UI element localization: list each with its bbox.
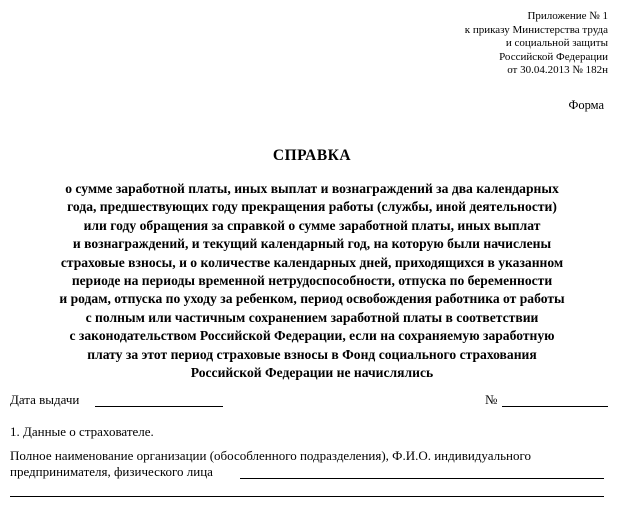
issue-date-field[interactable] [95,406,223,407]
subtitle-line: периоде на периоды временной нетрудоспособности, отпуска по беременности [71,273,553,289]
subtitle-line: года, предшествующих году прекращения работы (службы, иной деятельности) [67,199,557,215]
subtitle-line: страховые взносы, и о количестве календарных дней, приходящихся в указанном [60,254,564,270]
appendix-line: от 30.04.2013 № 182н [507,64,608,76]
appendix-line: к приказу Министерства труда [464,23,608,36]
document-subtitle [0,180,624,382]
org-name-label-line: предпринимателя, физического лица [10,464,213,479]
subtitle-line: и вознаграждений, и текущий календарный год, на которую были начислены [72,236,552,252]
form-label: Форма [568,98,604,112]
subtitle-line: о сумме заработной платы, иных выплат и вознаграждений за два календарных [65,181,559,196]
appendix-reference [465,10,608,78]
appendix-line: и социальной защиты [505,37,608,49]
subtitle-line: плату за этот период страховые взносы в Фонд социального страхования [87,346,537,362]
subtitle-line: с законодательством Российской Федерации, если на сохраняемую заработную [69,328,555,344]
org-name-label-line: Полное наименование организации (обособленного подразделения), Ф.И.О. индивидуального [10,448,532,463]
subtitle-line: или году обращения за справкой о сумме заработной платы, иных выплат [83,217,541,233]
org-name-label [10,448,610,480]
subtitle-line: с полным или частичным сохранением заработной платы в соответствии [85,309,539,325]
org-name-field[interactable] [240,478,604,479]
appendix-line: Приложение № 1 [527,10,608,22]
issue-number-label: № [485,392,498,407]
issue-row [10,392,608,410]
document-title: СПРАВКА [272,147,352,164]
appendix-line: Российской Федерации [499,50,608,63]
issue-number-field[interactable] [502,406,608,407]
org-name-field-continuation[interactable] [10,496,604,497]
issue-date-label: Дата выдачи [10,392,80,407]
subtitle-line: и родам, отпуска по уходу за ребенком, период освобождения работника от работы [59,291,565,307]
subtitle-line: Российской Федерации не начислялись [190,365,434,381]
section-1-heading: 1. Данные о страхователе. [10,424,154,439]
